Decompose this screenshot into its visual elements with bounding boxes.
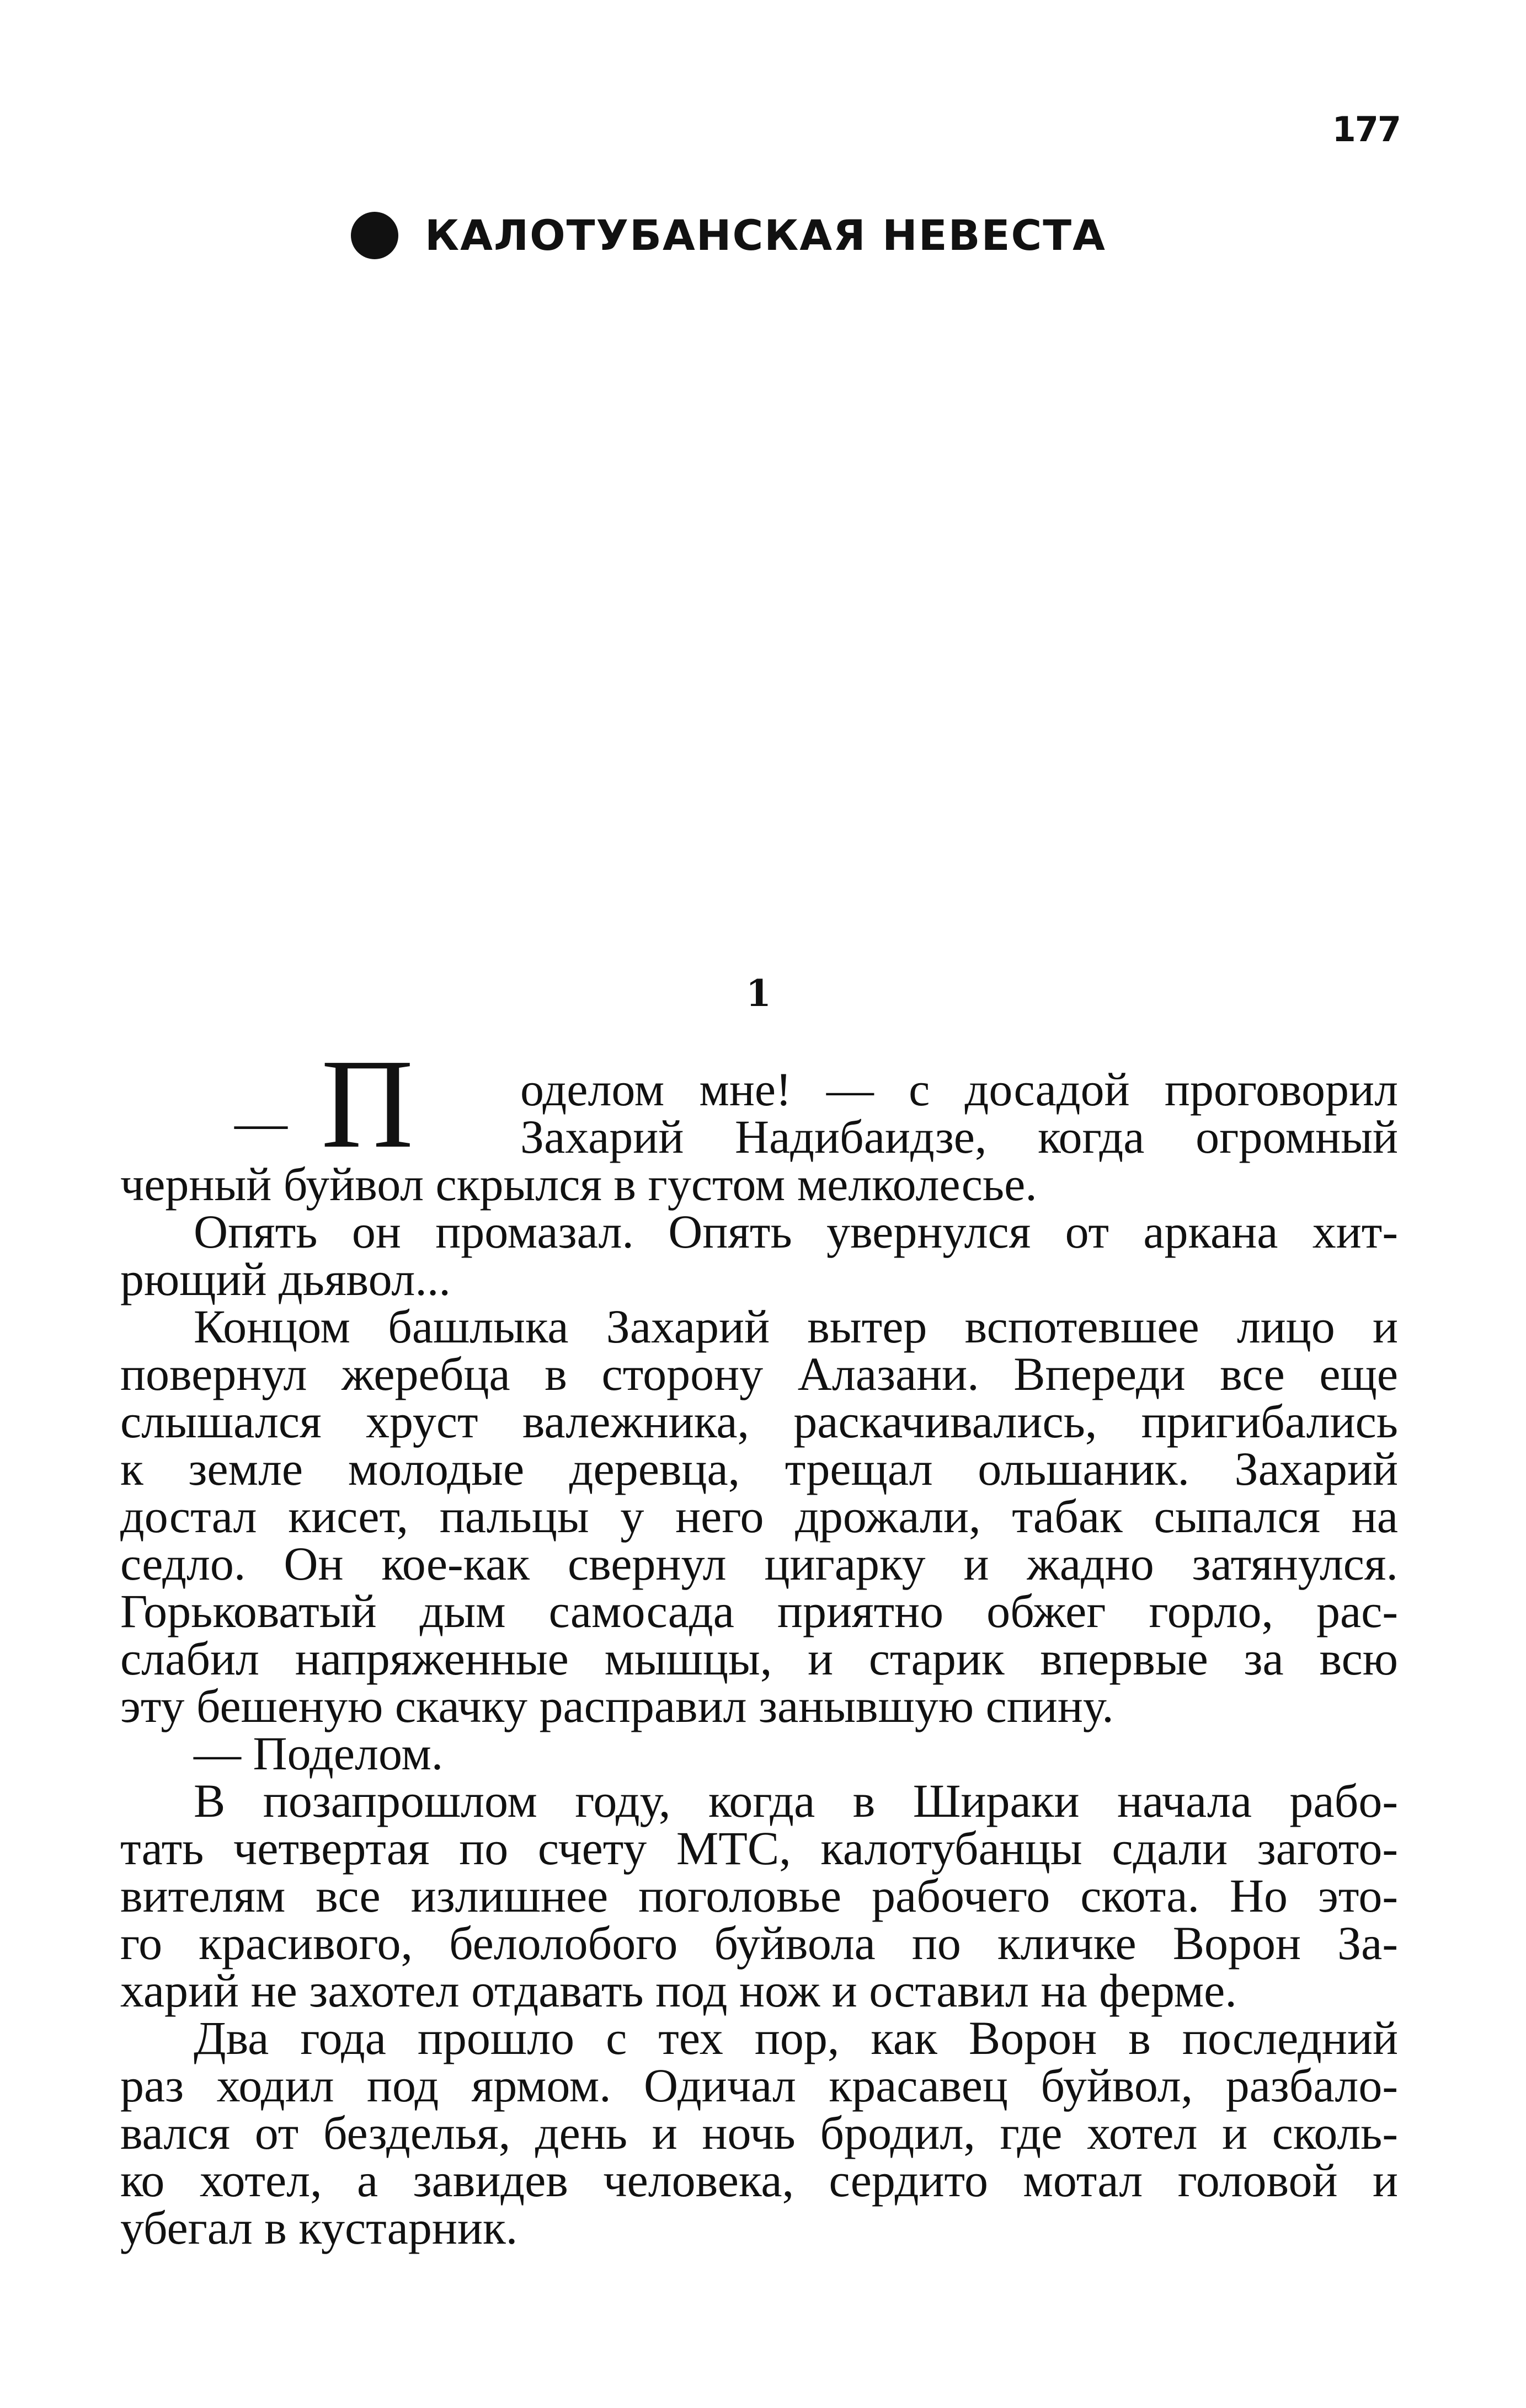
- section-number: 1: [746, 972, 771, 1015]
- paragraph: [120, 1727, 1398, 1780]
- text-line: го красивого, белолобого буйвола по кличке Ворон За-: [120, 1917, 1398, 1970]
- opening-paragraph: [120, 1063, 1398, 1211]
- text-line: достал кисет, пальцы у него дрожали, табак сыпался на: [120, 1490, 1398, 1543]
- text-line: оделом мне! — с досадой проговорил: [520, 1063, 1398, 1116]
- body-text: [120, 1205, 1398, 2254]
- text-line: Горьковатый дым самосада приятно обжег горло, рас-: [120, 1585, 1398, 1638]
- paragraph: [120, 1774, 1398, 2017]
- text-line: Захарий Надибаидзе, когда огромный: [520, 1110, 1398, 1163]
- text-line: седло. Он кое-как свернул цигарку и жадно затянулся.: [120, 1537, 1398, 1590]
- chapter-heading: [351, 211, 1106, 260]
- text-line: повернул жеребца в сторону Алазани. Впереди все еще: [120, 1347, 1398, 1400]
- text-line: убегал в кустарник.: [120, 2201, 518, 2254]
- text-line: вался от безделья, день и ночь бродил, где хотел и сколь-: [120, 2106, 1398, 2159]
- text-line: эту бешеную скачку расправил занывшую спину.: [120, 1679, 1114, 1732]
- text-line: Опять он промазал. Опять увернулся от аркана хит-: [194, 1205, 1398, 1258]
- text-line: слышался хруст валежника, раскачивались, пригибались: [120, 1395, 1398, 1448]
- text-line: — Поделом.: [194, 1727, 444, 1780]
- text-line: раз ходил под ярмом. Одичал красавец буйвол, разбало-: [120, 2059, 1398, 2112]
- text-line: к земле молодые деревца, трещал ольшаник. Захарий: [120, 1442, 1398, 1495]
- text-line: вителям все излишнее поголовье рабочего скота. Но это-: [120, 1869, 1398, 1922]
- page-number: 177: [1332, 109, 1400, 149]
- dialogue-dash: —: [234, 1093, 287, 1152]
- text-line: слабил напряженные мышцы, и старик впервые за всю: [120, 1632, 1398, 1685]
- text-line: рющий дьявол...: [120, 1253, 451, 1305]
- paragraph: [120, 2011, 1398, 2254]
- text-line: В позапрошлом году, когда в Шираки начала рабо-: [194, 1774, 1398, 1827]
- text-line: ко хотел, а завидев человека, сердито мотал головой и: [120, 2154, 1398, 2207]
- chapter-title: КАЛОТУБАНСКАЯ НЕВЕСТА: [425, 211, 1106, 260]
- text-line: Два года прошло с тех пор, как Ворон в последний: [194, 2011, 1398, 2064]
- paragraph: [120, 1300, 1398, 1732]
- text-line: Концом башлыка Захарий вытер вспотевшее лицо и: [194, 1300, 1398, 1353]
- text-line: тать четвертая по счету МТС, калотубанцы сдали загото-: [120, 1822, 1398, 1875]
- text-line: харий не захотел отдавать под нож и оставил на ферме.: [120, 1964, 1237, 2017]
- paragraph: [120, 1205, 1398, 1305]
- drop-cap: П: [321, 1033, 414, 1175]
- bullet-icon: [351, 212, 398, 259]
- text-line: черный буйвол скрылся в густом мелколесье.: [120, 1158, 1037, 1211]
